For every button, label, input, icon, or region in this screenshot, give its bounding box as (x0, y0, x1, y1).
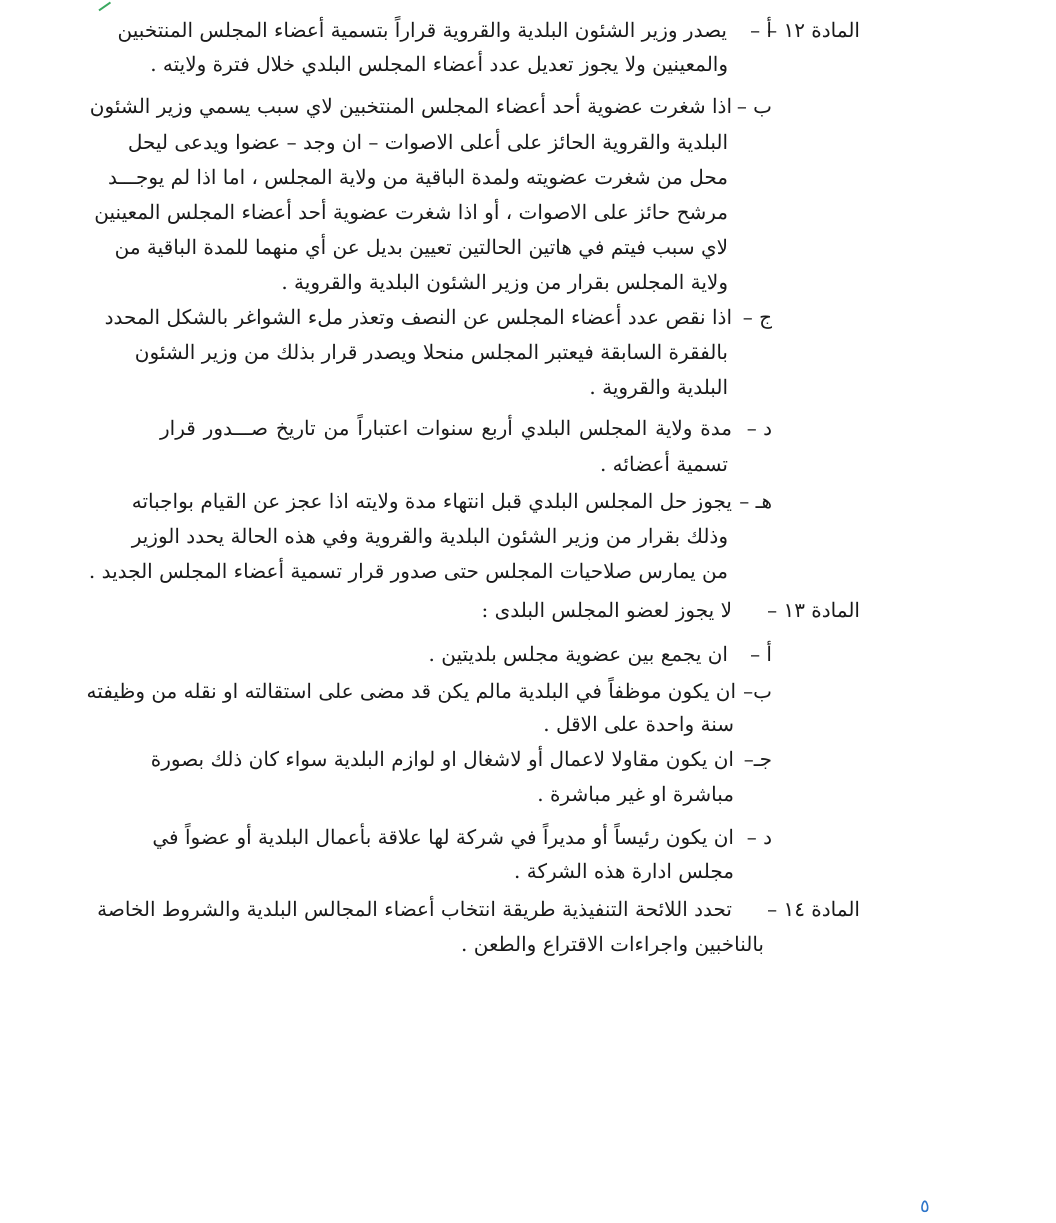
article-12-para-b-line-3: محل من شغرت عضويته ولمدة الباقية من ولاية المجلس ، اما اذا لم يوجـــد (107, 165, 728, 189)
article-13-para-b-line-2: سنة واحدة على الاقل . (543, 712, 734, 736)
article-13-para-a-line-1: ان يجمع بين عضوية مجلس بلديتين . (428, 642, 728, 666)
article-12-para-a-marker: أ – (750, 18, 772, 42)
article-12-para-b-marker: ب – (736, 94, 772, 118)
article-12-para-j-marker: ج – (742, 305, 772, 329)
article-12-para-b-line-5: لاي سبب فيتم في هاتين الحالتين تعيين بديل عن أي منهما للمدة الباقية من (114, 235, 728, 259)
article-12-para-b-line-2: البلدية والقروية الحائز على أعلى الاصوات – ان وجد – عضوا ويدعى ليحل (127, 130, 728, 154)
article-13-para-d-line-2: مجلس ادارة هذه الشركة . (514, 859, 734, 883)
article-14-label: المادة ١٤ – (767, 897, 860, 921)
article-12-para-h-marker: هـ – (739, 489, 772, 513)
article-12-para-a-line-1: يصدر وزير الشئون البلدية والقروية قراراً بتسمية أعضاء المجلس المنتخبين (117, 18, 727, 42)
article-12-para-d-line-2: تسمية أعضائه . (599, 452, 728, 476)
article-13-para-a-marker: أ – (750, 642, 772, 666)
article-14-line-1: تحدد اللائحة التنفيذية طريقة انتخاب أعضاء المجالس البلدية والشروط الخاصة (97, 897, 732, 921)
article-13-para-d-marker: د – (746, 825, 772, 849)
article-13-intro: لا يجوز لعضو المجلس البلدى : (481, 598, 732, 622)
article-12-para-a-line-2: والمعينين ولا يجوز تعديل عدد أعضاء المجلس البلدي خلال فترة ولايته . (150, 52, 728, 76)
article-12-para-b-line-4: مرشح حائز على الاصوات ، أو اذا شغرت عضوية أحد أعضاء المجلس المعينين (94, 200, 728, 224)
article-12-para-j-line-1: اذا نقص عدد أعضاء المجلس عن النصف وتعذر ملء الشواغر بالشكل المحدد (104, 305, 732, 329)
article-12-label: المادة ١٢ – (767, 18, 860, 42)
article-13-para-b-marker: ب– (743, 679, 772, 703)
article-12-para-h-line-2: وذلك بقرار من وزير الشئون البلدية والقروية وفي هذه الحالة يحدد الوزير (131, 524, 728, 548)
article-13-para-j-line-2: مباشرة او غير مباشرة . (537, 782, 734, 806)
page-number: ٥ (920, 1196, 930, 1217)
article-12-para-d-marker: د – (746, 416, 772, 440)
article-12-para-b-line-6: ولاية المجلس بقرار من وزير الشئون البلدية والقروية . (281, 270, 728, 294)
article-13-label: المادة ١٣ – (767, 598, 860, 622)
article-13-para-d-line-1: ان يكون رئيساً أو مديراً في شركة لها علاقة بأعمال البلدية أو عضواً في (152, 825, 734, 849)
article-14-line-2: بالناخبين واجراءات الاقتراع والطعن . (461, 932, 764, 956)
corner-mark-icon (95, 0, 111, 11)
article-13-para-j-marker: جـ– (743, 747, 772, 771)
article-12-para-d-line-1: مدة ولاية المجلس البلدي أربع سنوات اعتباراً من تاريخ صـــدور قرار (160, 416, 732, 440)
article-12-para-h-line-1: يجوز حل المجلس البلدي قبل انتهاء مدة ولايته اذا عجز عن القيام بواجباته (131, 489, 732, 513)
article-12-para-j-line-3: البلدية والقروية . (589, 375, 728, 399)
article-13-para-j-line-1: ان يكون مقاولا لاعمال أو لاشغال او لوازم البلدية سواء كان ذلك بصورة (150, 747, 734, 771)
article-12-para-b-line-1: اذا شغرت عضوية أحد أعضاء المجلس المنتخبين لاي سبب يسمي وزير الشئون (89, 94, 732, 118)
article-12-para-h-line-3: من يمارس صلاحيات المجلس حتى صدور قرار تسمية أعضاء المجلس الجديد . (88, 559, 728, 583)
article-13-para-b-line-1: ان يكون موظفاً في البلدية مالم يكن قد مضى على استقالته او نقله من وظيفته (86, 679, 736, 703)
article-12-para-j-line-2: بالفقرة السابقة فيعتبر المجلس منحلا ويصدر قرار بذلك من وزير الشئون (134, 340, 728, 364)
